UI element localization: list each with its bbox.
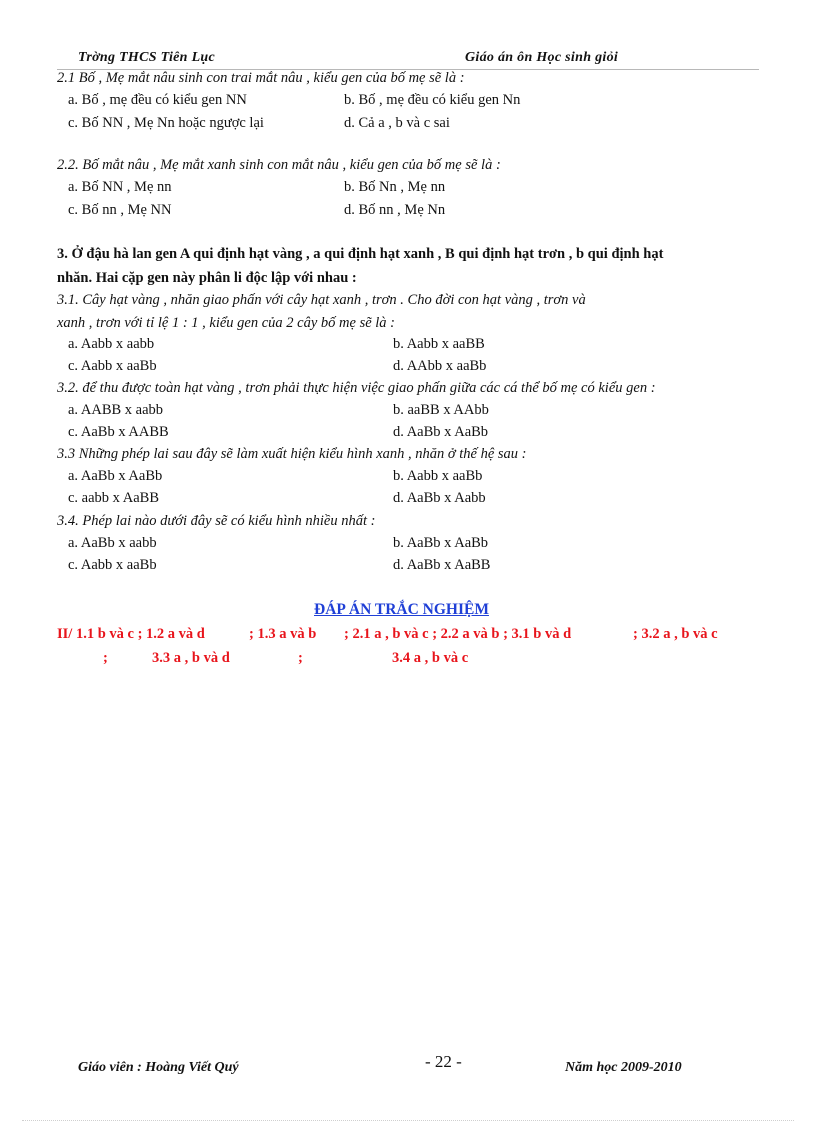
- option-2-2-b: b. Bố Nn , Mẹ nn: [344, 179, 446, 195]
- answer-key-line1-part2: ; 1.3 a và b: [249, 626, 317, 642]
- question-3-1-line2: xanh , trơn với tỉ lệ 1 : 1 , kiểu gen của 2 cây bố mẹ sẽ là :: [57, 315, 396, 331]
- option-3-4-b: b. AaBb x AaBb: [393, 535, 489, 551]
- option-3-1-a: a. Aabb x aabb: [68, 336, 155, 352]
- option-3-1-b: b. Aabb x aaBB: [393, 336, 485, 352]
- question-3-1-line1: 3.1. Cây hạt vàng , nhăn giao phấn với cây hạt xanh , trơn . Cho đời con hạt vàng , trơn và: [57, 292, 586, 308]
- option-2-1-c: c. Bố NN , Mẹ Nn hoặc ngược lại: [68, 115, 264, 131]
- header-school: Trờng THCS Tiên Lục: [78, 50, 216, 65]
- footer-teacher: Giáo viên : Hoàng Viết Quý: [78, 1060, 239, 1075]
- question-2-1: 2.1 Bố , Mẹ mắt nâu sinh con trai mắt nâu , kiểu gen của bố mẹ sẽ là :: [57, 70, 465, 86]
- option-3-1-c: c. Aabb x aaBb: [68, 358, 157, 374]
- answer-key-line1-part3: ; 2.1 a , b và c ; 2.2 a và b ; 3.1 b và d: [344, 626, 572, 642]
- question-2-2: 2.2. Bố mắt nâu , Mẹ mắt xanh sinh con mắt nâu , kiểu gen của bố mẹ sẽ là :: [57, 157, 501, 173]
- answer-key-line1-part1: II/ 1.1 b và c ; 1.2 a và d: [57, 626, 205, 642]
- question-3-intro-line2: nhăn. Hai cặp gen này phân li độc lập với nhau :: [57, 270, 357, 286]
- option-3-2-d: d. AaBb x AaBb: [393, 424, 489, 440]
- option-3-4-a: a. AaBb x aabb: [68, 535, 157, 551]
- footer-year: Năm học 2009-2010: [565, 1060, 682, 1075]
- question-3-2: 3.2. để thu được toàn hạt vàng , trơn phải thực hiện việc giao phấn giữa các cá thể bố mẹ có kiểu gen :: [57, 380, 656, 396]
- option-2-2-c: c. Bố nn , Mẹ NN: [68, 202, 172, 218]
- option-2-1-a: a. Bố , mẹ đều có kiểu gen NN: [68, 92, 247, 108]
- option-3-1-d: d. AAbb x aaBb: [393, 358, 487, 374]
- option-3-3-d: d. AaBb x Aabb: [393, 490, 486, 506]
- option-2-1-d: d. Cả a , b và c sai: [344, 115, 450, 131]
- question-3-intro-line1: 3. Ở đậu hà lan gen A qui định hạt vàng , a qui định hạt xanh , B qui định hạt trơn , b qui định hạt: [57, 246, 664, 262]
- option-2-2-d: d. Bố nn , Mẹ Nn: [344, 202, 446, 218]
- answer-key-line2-part4: 3.4 a , b và c: [392, 650, 469, 666]
- answer-key-line1-part4: ; 3.2 a , b và c: [633, 626, 718, 642]
- answer-key-line2-part2: 3.3 a , b và d: [152, 650, 230, 666]
- option-3-3-a: a. AaBb x AaBb: [68, 468, 163, 484]
- option-3-2-a: a. AABB x aabb: [68, 402, 164, 418]
- option-3-3-c: c. aabb x AaBB: [68, 490, 160, 506]
- page-number: - 22 -: [425, 1052, 462, 1071]
- option-3-2-c: c. AaBb x AABB: [68, 424, 169, 440]
- option-2-1-b: b. Bố , mẹ đều có kiểu gen Nn: [344, 92, 521, 108]
- option-3-4-d: d. AaBb x AaBB: [393, 557, 491, 573]
- answer-key-line2-part3: ;: [298, 650, 303, 666]
- page-bottom-border: [22, 1120, 794, 1121]
- option-3-3-b: b. Aabb x aaBb: [393, 468, 483, 484]
- question-3-3: 3.3 Những phép lai sau đây sẽ làm xuất hiện kiểu hình xanh , nhăn ở thế hệ sau :: [57, 446, 527, 462]
- answer-key-line2-part1: ;: [103, 650, 108, 666]
- option-2-2-a: a. Bố NN , Mẹ nn: [68, 179, 172, 195]
- answer-key-title: ĐÁP ÁN TRẮC NGHIỆM: [314, 601, 489, 618]
- question-3-4: 3.4. Phép lai nào dưới đây sẽ có kiểu hình nhiều nhất :: [57, 513, 376, 529]
- option-3-2-b: b. aaBB x AAbb: [393, 402, 489, 418]
- header-title: Giáo án ôn Học sinh giỏi: [465, 50, 619, 65]
- option-3-4-c: c. Aabb x aaBb: [68, 557, 157, 573]
